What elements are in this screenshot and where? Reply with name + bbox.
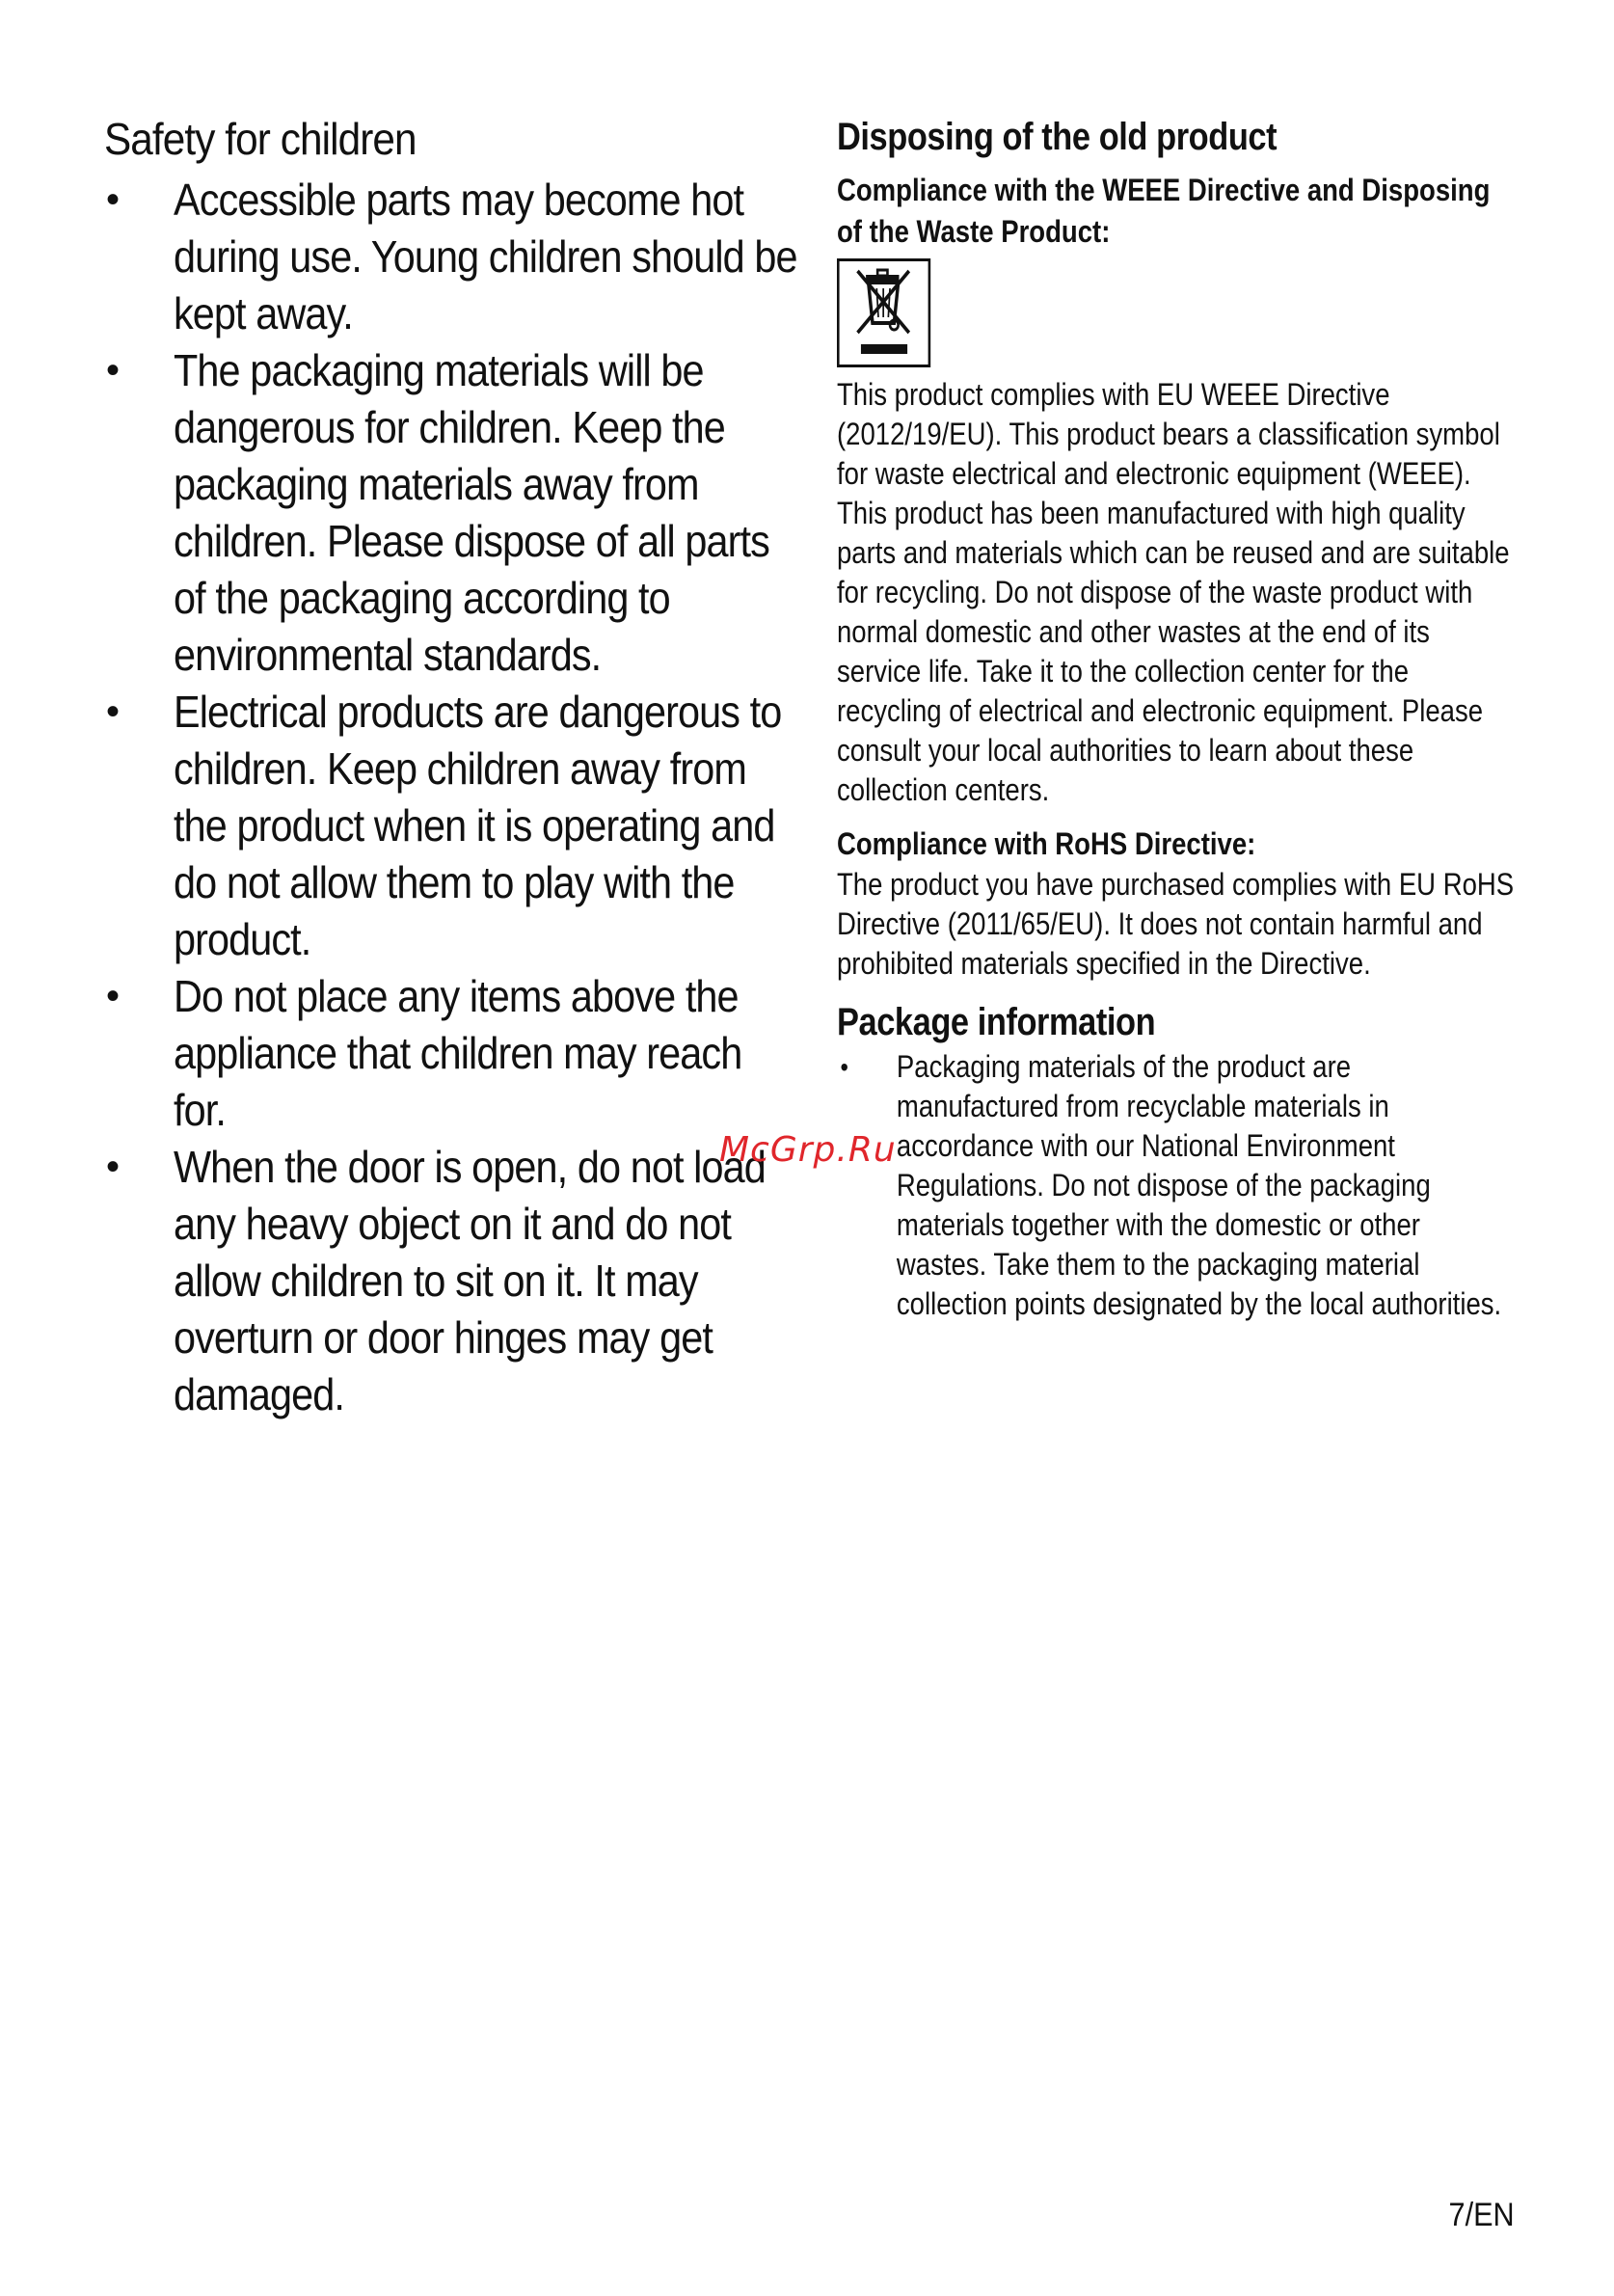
- list-item-text: When the door is open, do not load any heavy object on it and do not allow children to sit on it. It may overturn or door hinges may get damaged.: [174, 1142, 766, 1419]
- list-item: [837, 1047, 1517, 1324]
- safety-for-children-section: [104, 108, 798, 1423]
- list-item: [104, 684, 798, 968]
- list-item: [104, 172, 798, 342]
- disposal-content: [837, 112, 1517, 1324]
- list-item-text: Do not place any items above the appliance that children may reach for.: [174, 971, 742, 1135]
- bullet-icon: •: [106, 349, 120, 392]
- package-information-title: Package information: [837, 1001, 1156, 1043]
- rohs-paragraph: The product you have purchased complies with EU RoHS Directive (2011/65/EU). It does not contain harmful and prohibited materials specified in the Directive.: [837, 867, 1515, 981]
- bullet-icon: •: [840, 1052, 848, 1082]
- disposal-section: [837, 112, 1521, 1324]
- list-item-text: Accessible parts may become hot during use. Young children should be kept away.: [174, 175, 797, 338]
- bullet-icon: •: [106, 975, 120, 1017]
- list-item-text: The packaging materials will be dangerous for children. Keep the packaging materials away from children. Please dispose of all parts of the packaging according to environmental standards.: [174, 345, 769, 680]
- package-list: [837, 1047, 1517, 1324]
- list-item-text: Packaging materials of the product are manufactured from recyclable materials in accordance with our National Environment Regulations. Do not dispose of the packaging materials together with the domestic or other wastes. Take them to the packaging material collection points designated by the local authorities.: [896, 1049, 1502, 1321]
- list-item: [104, 1139, 798, 1423]
- bullet-icon: •: [106, 1146, 120, 1188]
- rohs-heading: Compliance with RoHS Directive:: [837, 826, 1256, 861]
- page-number: 7/EN: [1448, 2197, 1515, 2233]
- weee-paragraph-2: This product has been manufactured with high quality parts and materials which can be reused and are suitable for recycling. Do not dispose of the waste product with normal domestic and other wastes at the end of its service life. Take it to the collection center for the recycling of electrical and electronic equipment. Please consult your local authorities to learn about these collection centers.: [837, 496, 1510, 807]
- weee-paragraph-1: This product complies with EU WEEE Directive (2012/19/EU). This product bears a classification symbol for waste electrical and electronic equipment (WEEE).: [837, 377, 1500, 491]
- weee-heading: Compliance with the WEEE Directive and Disposing of the Waste Product:: [837, 173, 1491, 249]
- safety-list: [104, 172, 798, 1423]
- bullet-icon: •: [106, 178, 120, 221]
- safety-for-children-title: Safety for children: [104, 114, 417, 164]
- crossed-out-wheelie-bin-icon: [837, 258, 930, 367]
- disposal-title: Disposing of the old product: [837, 116, 1278, 158]
- bullet-icon: •: [106, 690, 120, 733]
- list-item-text: Electrical products are dangerous to children. Keep children away from the product when it is operating and do not allow them to play with the product.: [174, 687, 782, 964]
- list-item: [104, 342, 798, 684]
- list-item: [104, 968, 798, 1139]
- watermark: McGrp.Ru: [719, 1130, 897, 1170]
